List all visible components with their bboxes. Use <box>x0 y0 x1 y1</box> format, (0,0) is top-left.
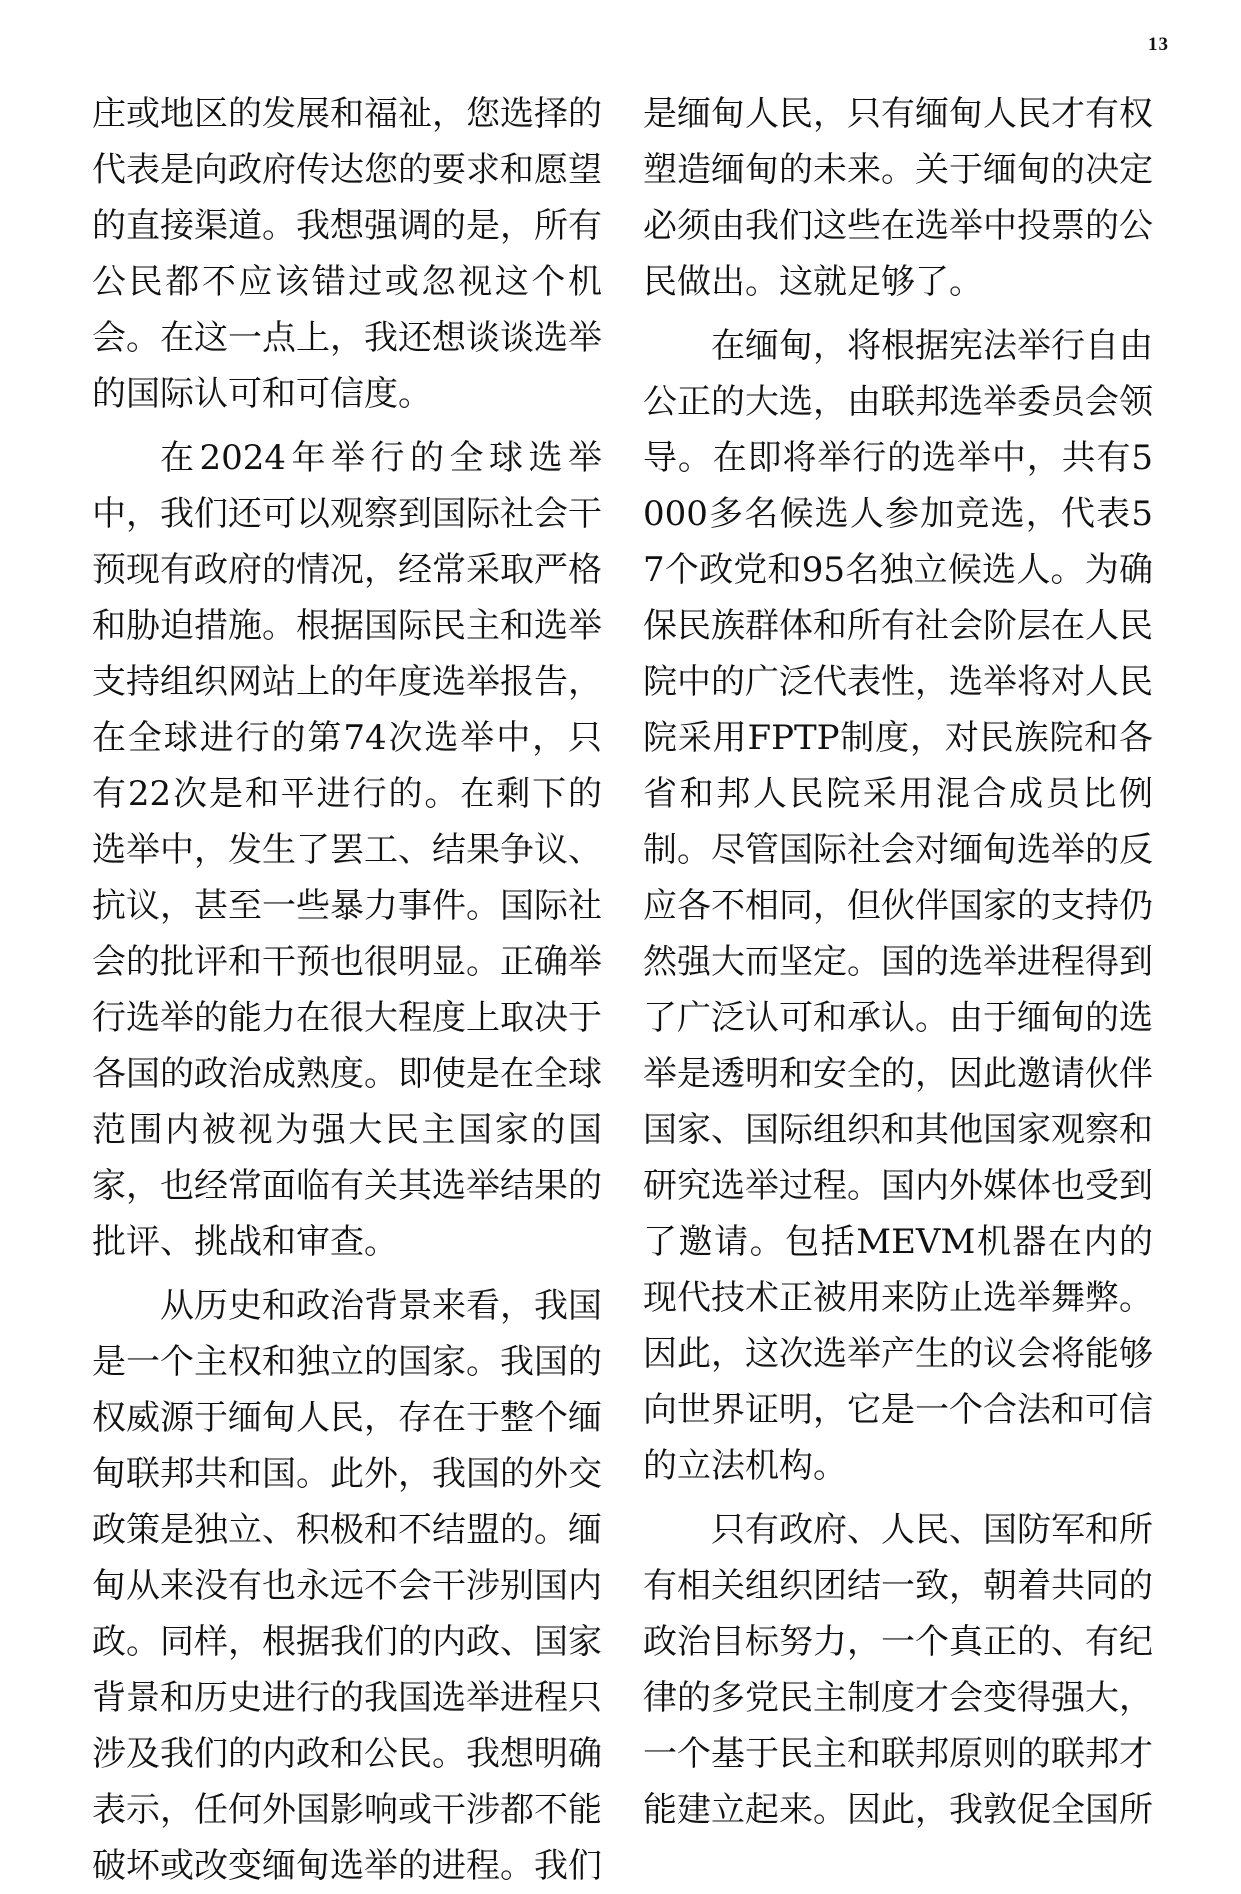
paragraph-continued: 庄或地区的发展和福祉，您选择的代表是向政府传达您的要求和愿望的直接渠道。我想强调的是，所有公民都不应该错过或忽视这个机会。在这一点上，我还想谈谈选举的国际认可和可信度。 <box>92 94 602 414</box>
paragraph: 在缅甸，将根据宪法举行自由公正的大选，由联邦选举委员会领导。在即将举行的选举中，共有5000多名候选人参加竞选，代表57个政党和95名独立候选人。为确保民族群体和所有社会阶层在人民院中的广泛代表性，选举将对人民院采用FPTP制度，对民族院和各省和邦人民院采用混合成员比例制。尽管国际社会对缅甸选举的反应各不相同，但伙伴国家的支持仍然强大而坚定。国的选举进程得到了广泛认可和承认。由于缅甸的选举是透明和安全的，因此邀请伙伴国家、国际组织和其他国家观察和研究选举过程。国内外媒体也受到了邀请。包括MEVM机器在内的现代技术正被用来防止选举舞弊。因此，这次选举产生的议会将能够向世界证明，它是一个合法和可信的立法机构。 <box>643 326 1153 1486</box>
paragraph-continued: 是缅甸人民，只有缅甸人民才有权塑造缅甸的未来。关于缅甸的决定必须由我们这些在选举中投票的公民做出。这就足够了。 <box>643 94 1153 302</box>
paragraph: 只有政府、人民、国防军和所有相关组织团结一致，朝着共同的政治目标努力，一个真正的、有纪律的多党民主制度才会变得强大，一个基于民主和联邦原则的联邦才能建立起来。因此，我敦促全国所 <box>643 1510 1153 1830</box>
paragraph: 从历史和政治背景来看，我国是一个主权和独立的国家。我国的权威源于缅甸人民，存在于整个缅甸联邦共和国。此外，我国的外交政策是独立、积极和不结盟的。缅甸从来没有也永远不会干涉别国内政。同样，根据我们的内政、国家背景和历史进行的我国选举进程只涉及我们的内政和公民。我想明确表示，任何外国影响或干涉都不能破坏或改变缅甸选举的进程。我们 <box>92 1286 602 1886</box>
page-number: 13 <box>1148 34 1169 55</box>
right-column <box>643 86 1153 1838</box>
left-column <box>92 86 602 1894</box>
paragraph: 在2024年举行的全球选举中，我们还可以观察到国际社会干预现有政府的情况，经常采取严格和胁迫措施。根据国际民主和选举支持组织网站上的年度选举报告，在全球进行的第74次选举中，只有22次是和平进行的。在剩下的选举中，发生了罢工、结果争议、抗议，甚至一些暴力事件。国际社会的批评和干预也很明显。正确举行选举的能力在很大程度上取决于各国的政治成熟度。即使是在全球范围内被视为强大民主国家的国家，也经常面临有关其选举结果的批评、挑战和审查。 <box>92 438 602 1262</box>
